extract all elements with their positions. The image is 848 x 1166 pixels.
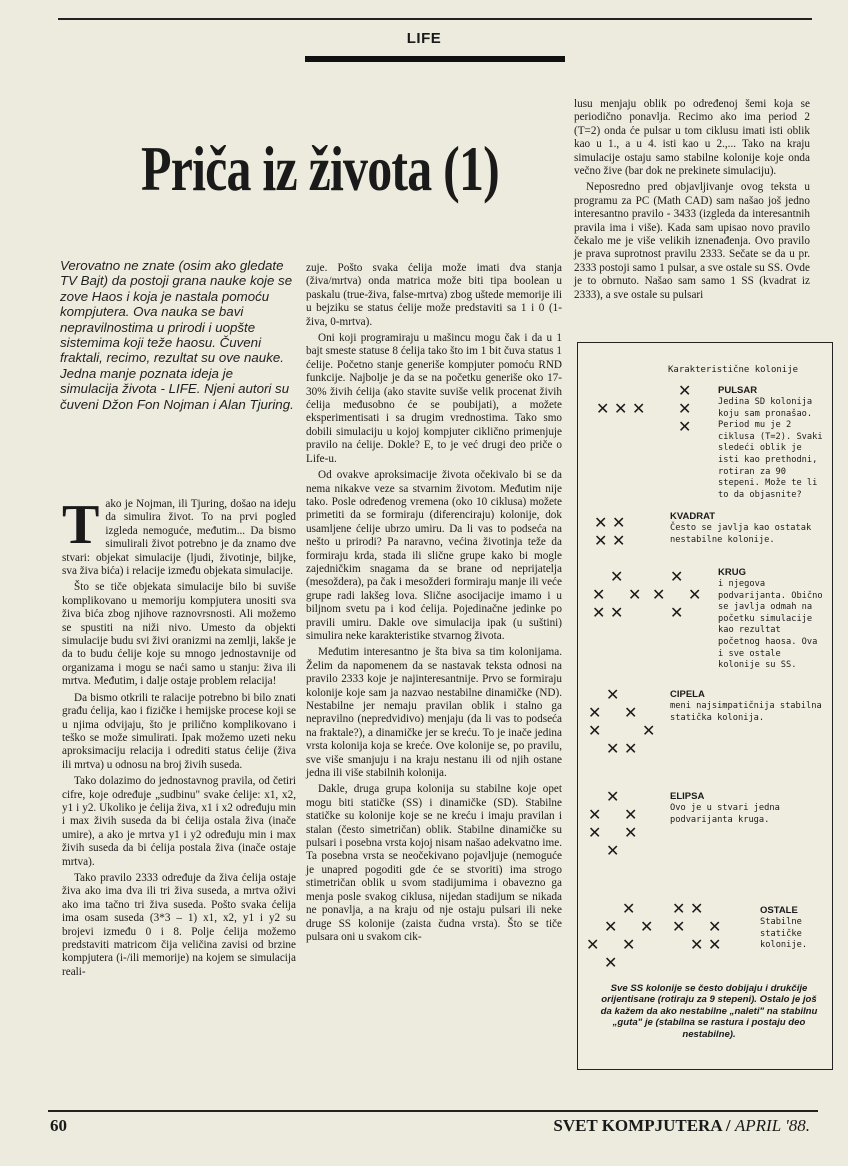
- cell-krug-a-0: ✕: [610, 567, 624, 586]
- entry-name-elipsa: ELIPSA: [670, 791, 705, 802]
- cell-cipela-2: ✕: [624, 703, 638, 722]
- cell-elipsa-5: ✕: [606, 841, 620, 860]
- section-label: LIFE: [406, 30, 442, 47]
- section-bar: [305, 56, 565, 62]
- col1-paragraph-4: Tako pravilo 2333 određuje da živa ćelija ostaje živa ako ima dva ili tri živa suseda, a mrtva oživi ako ima tačno tri živa suseda. Pošto svaka ćelija ima osam suseda (3*3 – 1) x1, x2, y1 i y2 su brojevi između 0 i 8. Polje ćelija možemo predstaviti matricom čija veličina zavisi od brzine kompjutera (i-/ili memorije) na kojem se simulacija reali-: [62, 871, 296, 978]
- entry-desc-cipela: meni najsimpatičnija stabilna statička kolonija.: [670, 701, 822, 723]
- col3-paragraph-1: Neposredno pred objavljivanje ovog teksta u programu za PC (Math CAD) sam našao još jedno interesantno pravilo - 3433 (izgleda da interesantnih pravila ima i više). Kada sam upisao novo pravilo čekalo me je više velikih iznenađenja. Ovo pravilo je prava suprotnost pravilu 2333. Sečate se da u pr. 2333 postoji samo 1 pulsar, a sve ostale su SS. Ovde je to obrnuto. Našao sam samo 1 SS (kvadrat iz 2333), a sve ostale su pulsari: [574, 181, 810, 301]
- cell-pulsar-b-1: ✕: [678, 399, 692, 418]
- cell-ostale-b-1: ✕: [690, 899, 704, 918]
- cell-pulsar-a-0: ✕: [596, 399, 610, 418]
- column-2: [306, 262, 562, 947]
- cell-krug-a-4: ✕: [610, 603, 624, 622]
- colonies-figure: [577, 342, 833, 1070]
- cell-ostale-a-5: ✕: [604, 953, 618, 972]
- column-1: [62, 494, 296, 982]
- cell-kvadrat-0: ✕: [594, 513, 608, 532]
- cell-krug-b-0: ✕: [670, 567, 684, 586]
- cell-ostale-a-1: ✕: [604, 917, 618, 936]
- cell-cipela-3: ✕: [588, 721, 602, 740]
- entry-name-pulsar: PULSAR: [718, 385, 758, 396]
- cell-ostale-b-3: ✕: [708, 917, 722, 936]
- cell-cipela-5: ✕: [606, 739, 620, 758]
- figure-heading: Karakteristične kolonije: [668, 365, 799, 375]
- magazine-name: SVET KOMPJUTERA /: [553, 1116, 731, 1135]
- column-3: [574, 98, 810, 305]
- cell-elipsa-4: ✕: [624, 823, 638, 842]
- col1-paragraph-1: Što se tiče objekata simulacije bilo bi suviše komplikovano u memoriju kompjutera unositi sva živa bića zbog njihove raznovrsnosti. Ali možemo se spustiti na niži nivo. Umesto da objekti simulacije budu svi živi oranizmi na zemlji, lakše je da to budu ćelije koje su mnogo jednostavnije od organizama i mogu se naći samo u stanju: živa ili mrtva. Međutim, i dalje ostaje problem relacija!: [62, 581, 296, 688]
- cell-ostale-b-5: ✕: [708, 935, 722, 954]
- cell-krug-b-1: ✕: [652, 585, 666, 604]
- col2-paragraph-0: zuje. Pošto svaka ćelija može imati dva stanja (živa/mrtva) onda matrica može biti tipa boolean u paskalu (true-živa, false-mrtva) zbog uštede memorije ili u bejziku se status ćelije može predstaviti sa 1 i 0 (1-živa, 0-mrtva).: [306, 262, 562, 328]
- cell-krug-b-2: ✕: [688, 585, 702, 604]
- magazine-footer: [553, 1116, 810, 1136]
- entry-name-ostale: OSTALE: [760, 905, 798, 916]
- cell-krug-a-1: ✕: [592, 585, 606, 604]
- entry-name-krug: KRUG: [718, 567, 746, 578]
- cell-cipela-4: ✕: [642, 721, 656, 740]
- col2-paragraph-1: Oni koji programiraju u mašincu mogu čak i da u 1 bajt smeste statuse 8 ćelija tako što im 1 bit čuva status 1 ćelije. Početno stanje generiše kompjuter pomoću RND funkcije. Najbolje je da se na početku generiše oko 17-30% živih ćelija (ako stavite suviše velik procenat živih ćelija međusobno će se poubijati), a možete eksperimentisati i sa drugim vrednostima. Tako smo dobili simulaciju u kojoj kompjuter ciklično primenjuje pravilo na ćelije. Dokle? E, to je već drugi deo priče o Life-u.: [306, 332, 562, 465]
- cell-elipsa-1: ✕: [588, 805, 602, 824]
- cell-cipela-1: ✕: [588, 703, 602, 722]
- cell-krug-a-3: ✕: [592, 603, 606, 622]
- cell-ostale-a-4: ✕: [622, 935, 636, 954]
- intro-text: Verovatno ne znate (osim ako gledate TV Bajt) da postoji grana nauke koje se zove Haos i koja je nastala pomoću kompjutera. Ova nauka se bavi nepravilnostima u prirodi i uopšte sistemima koji teže haosu. Čuveni fraktali, recimo, rezultat su ove nauke. Jedna manje poznata ideja je simulacija života - LIFE. Njeni autori su čuveni Džon Fon Nojman i Alan Tjuring.: [60, 258, 294, 412]
- cell-pulsar-b-0: ✕: [678, 381, 692, 400]
- cell-elipsa-3: ✕: [588, 823, 602, 842]
- cell-pulsar-b-2: ✕: [678, 417, 692, 436]
- header-rule: [58, 18, 812, 20]
- cell-ostale-a-2: ✕: [640, 917, 654, 936]
- footer-rule: [48, 1110, 818, 1112]
- entry-name-kvadrat: KVADRAT: [670, 511, 716, 522]
- col1-paragraph-0-text: ako je Nojman, ili Tjuring, došao na ideju da simulira život. To na prvi pogled izgleda nemoguće, međutim... Da bismo simulirali život potrebno je da znamo dve stvari: objekat simulacije (ljudi, životinje, biljke, sva živa bića) i relacije između objekata simulacije.: [62, 498, 296, 578]
- cell-ostale-b-0: ✕: [672, 899, 686, 918]
- cell-pulsar-a-2: ✕: [632, 399, 646, 418]
- cell-cipela-6: ✕: [624, 739, 638, 758]
- entry-desc-elipsa: Ovo je u stvari jedna podvarijanta kruga.: [670, 803, 780, 825]
- cell-elipsa-2: ✕: [624, 805, 638, 824]
- col3-paragraph-0: lusu menjaju oblik po određenoj šemi koja se periodično ponavlja. Recimo ako ima period 2 (T=2) onda će pulsar u tom ciklusu imati isti oblik kao u 1., a u 4. isti kao u 2.,... Tako na kraju simulacije ostaju samo stabilne kolonije koje onda večno žive (bar dok ne prekinete simulaciju).: [574, 98, 810, 178]
- col2-paragraph-2: Od ovakve aproksimacije života očekivalo bi se da nema nikakve veze sa stvarnim životom. Međutim nije tako. Posle određenog vremena (oko 10 ciklusa) možete primetiti da se formiraju (diferenciraju) kolonije, dok usamljene ćelije ubrzo umiru. Da li vas to podseća na nešto u prirodi? Pa naravno, većina životinja teže da formiraju krda, stada ili slične grupe kako bi mogle zajedničkim snagama da se brane od neprijatelja (mesoždera), pa čak i mesožderi formiraju manje ili veće grupe radi lakšeg lova. Slične asocijacije imamo i u biljnom svetu pa i kod ćelija. Pojedinačne jedinke po pravili umiru. Dakle ove simulacija ipak (u suštini) simulira neke karakteristike stvarnog života.: [306, 469, 562, 642]
- cell-elipsa-0: ✕: [606, 787, 620, 806]
- entry-desc-pulsar: Jedina SD kolonija koju sam pronašao. Period mu je 2 ciklusa (T=2). Svaki sledeći oblik je isti kao prethodni, rotiran za 90 stepeni. Može te li to da objasnite?: [718, 397, 823, 500]
- cell-kvadrat-3: ✕: [612, 531, 626, 550]
- entry-name-cipela: CIPELA: [670, 689, 705, 700]
- col1-paragraph-2: Da bismo otkrili te ralacije potrebno bi bilo znati građu ćelija, kao i fizičke i hemijske procese koji se u njima odvijaju, što je prilično komplikovano i teško se može simulirati. Ipak možemo uzeti neku aproksimaciju relacija i odrediti status ćelije (živa ili mrtva) u odnosu na broj živih suseda.: [62, 691, 296, 771]
- cell-pulsar-a-1: ✕: [614, 399, 628, 418]
- cell-krug-b-3: ✕: [670, 603, 684, 622]
- col1-paragraph-0: [62, 494, 296, 578]
- entry-desc-krug: i njegova podvarijanta. Obično se javlja odmah na početku simulacije kao rezultat početnog haosa. Ova i sve ostale kolonije su SS.: [718, 579, 823, 671]
- col1-paragraph-3: Tako dolazimo do jednostavnog pravila, od četiri cifre, koje određuje „sudbinu" svake ćelije: x1, x2, y1 i y2. Ukoliko je ćelija živa, x1 i x2 određuju min i max živih suseda da bi ćelija ostala živa (inače umire), a ako je mrtva y1 i y2 određuju min i max živih suseda da bi ćelija postala živa (inače ostaje mrtva).: [62, 775, 296, 868]
- cell-cipela-0: ✕: [606, 685, 620, 704]
- cell-ostale-b-2: ✕: [672, 917, 686, 936]
- cell-kvadrat-2: ✕: [594, 531, 608, 550]
- drop-cap: T: [62, 494, 100, 556]
- article-title: Priča iz života (1): [140, 133, 500, 204]
- cell-krug-a-2: ✕: [628, 585, 642, 604]
- cell-kvadrat-1: ✕: [612, 513, 626, 532]
- figure-caption: Sve SS kolonije se često dobijaju i drukčije orijentisane (rotiraju za 9 stepeni). Ostalo je još da kažem da ako nestabilne „naleti" na stabilnu „guta" je (stabilna se rastura i postaju deo nestabilne).: [600, 983, 818, 1040]
- issue-date: APRIL '88.: [734, 1116, 810, 1135]
- cell-ostale-a-0: ✕: [622, 899, 636, 918]
- cell-ostale-b-4: ✕: [690, 935, 704, 954]
- page-number: 60: [50, 1116, 67, 1135]
- col2-paragraph-4: Dakle, druga grupa kolonija su stabilne koje opet mogu biti statičke (SS) i dinamičke (SD). Stabilne statičke su kolonije koje se ne kreću i imaju pravilan i stalan (često simetričan) oblik. Stabilne dinamičke su pulsari i posebna vrsta kojoj nisam našao adekvatno ime. Ta posebna vrsta se neočekivano pojavljuje (nemoguće je unapred pogoditi gde će se stvoriti) ima strogo stimetričan oblik u svom stadijumima i obavezno ga menja posle svakog ciklusa, nijedan stadijum se nikada ne ponavlja, a na kraju od nje ostaju pulsari ili neke druge SS kolonije (zaista čudna vrsta). Što se tiče pulsara oni u svakom cik-: [306, 783, 562, 943]
- col2-paragraph-3: Međutim interesantno je šta biva sa tim kolonijama. Želim da napomenem da se nastavak teksta odnosi na pravilo 2333 koje je najinteresantnije. Prvo se formiraju kolonije koje sam ja nazvao nestabilne dinamičke (ND). Nestabilne jer nemaju pravilan oblik i stalno ga nepravilno (nepredvidivo) menjaju (da li vas to podseća na fraktale?), a dinamičke jer se kreću. To je inače jedina vrsta kolonija koja se kreće. Ove kolonije se, po pravilu, sve više smanjuju i na kraju nestanu ili od njih ostane jedna ili više stabilnih kolonija.: [306, 646, 562, 780]
- intro-lead: [60, 258, 295, 412]
- entry-desc-ostale: Stabilne statičke kolonije.: [760, 917, 808, 951]
- cell-ostale-a-3: ✕: [586, 935, 600, 954]
- entry-desc-kvadrat: Često se javlja kao ostatak nestabilne kolonije.: [670, 523, 812, 545]
